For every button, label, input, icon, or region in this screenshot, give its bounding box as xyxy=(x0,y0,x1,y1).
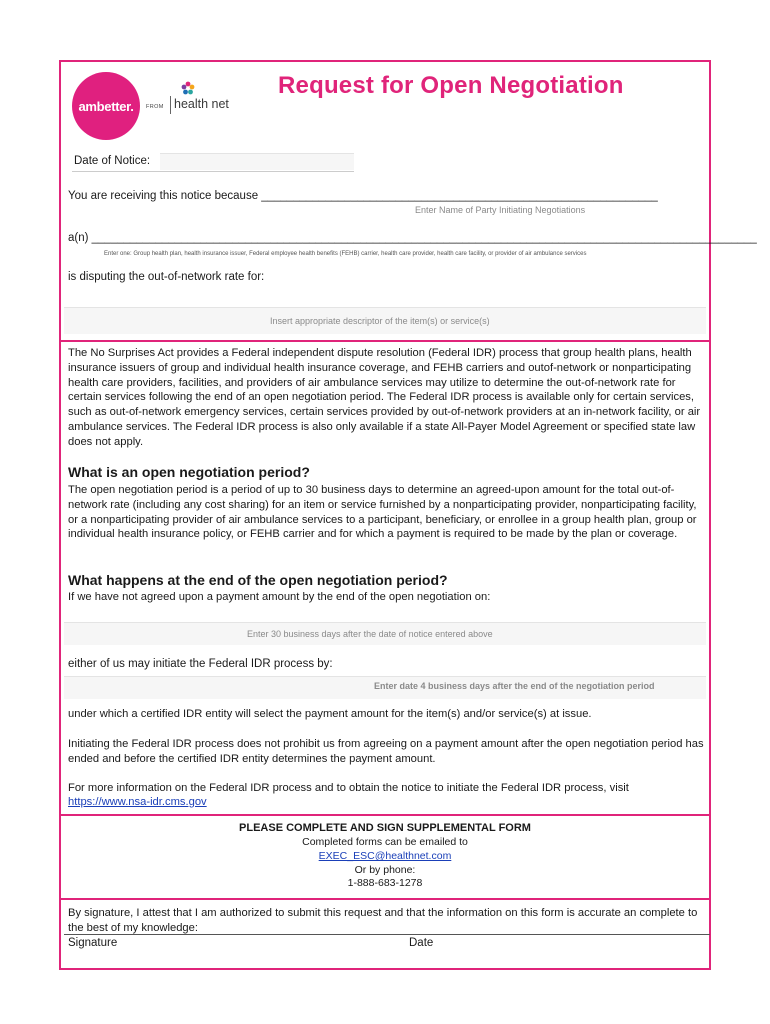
attestation-text: By signature, I attest that I am authorized to submit this request and that the information on this form is accurate an complete to the best of my knowledge: xyxy=(68,907,698,934)
disputing-label: is disputing the out-of-network rate for: xyxy=(68,271,265,283)
signature-date-label: Date xyxy=(409,937,434,949)
negotiation-end-date-hint: Enter 30 business days after the date of notice entered above xyxy=(247,629,493,639)
open-period-paragraph: The open negotiation period is a period of up to 30 business days to determine an agreed-upon amount for the total out-of-network rate (including any cost sharing) for an item or service furnished by a nonparticipating provider, nonparticipating facility, or a nonparticipating provider of air ambulance services to a participant, beneficiary, or enrollee in a group health plan, group or individual health insurance policy, or FEHB carrier and for which a payment is required to be made by the plan or coverage. xyxy=(68,484,697,541)
intro-paragraph: The No Surprises Act provides a Federal independent dispute resolution (Federal IDR) process that group health plans, health insurance issuers of group and individual health insurance coverage, and FEHB carriers and outof-network or nonparticipating health care providers, facilities, and providers of air ambulance services may utilize to determine the out-of-network rate for certain services following the end of an open negotiation period. The Federal IDR process is available only for certain services, such as out-of-network emergency services, certain services provided by out-of-network providers at an in-network facility, or air ambulance services. The Federal IDR process is also only available if a state All-Payer Model Agreement or specified state law does not apply. xyxy=(68,347,701,448)
items-services-hint: Insert appropriate descriptor of the item(s) or service(s) xyxy=(270,316,490,326)
signature-input[interactable] xyxy=(130,936,390,952)
section-divider xyxy=(61,340,709,342)
initiating-party-input[interactable] xyxy=(280,188,700,201)
logo-from-text: FROM xyxy=(146,104,164,110)
initiating-party-hint: Enter Name of Party Initiating Negotiations xyxy=(415,205,586,215)
receiving-label: You are receiving this notice because ______________________________________________________________ xyxy=(68,190,658,202)
phone-number: 1-888-683-1278 xyxy=(347,877,423,889)
more-info-text: For more information on the Federal IDR process and to obtain the notice to initiate the Federal IDR process, visit xyxy=(68,782,629,794)
health-net-logo-text: health net xyxy=(174,97,229,111)
idr-initiation-date-hint: Enter date 4 business days after the end of the negotiation period xyxy=(374,681,655,691)
end-period-heading: What happens at the end of the open negotiation period? xyxy=(68,572,448,588)
logo-separator xyxy=(170,96,171,114)
party-type-input[interactable] xyxy=(100,230,700,243)
page-title: Request for Open Negotiation xyxy=(278,72,624,99)
nsa-idr-link[interactable]: https://www.nsa-idr.cms.gov xyxy=(68,796,207,808)
date-of-notice-label: Date of Notice: xyxy=(74,155,151,167)
party-type-hint: Enter one: Group health plan, health insurance issuer, Federal employee health benefits (FEHB) carrier, health care provider, health care facility, or provider of air ambulance services xyxy=(104,251,587,257)
date-underline xyxy=(72,171,354,172)
or-phone-text: Or by phone: xyxy=(354,864,416,876)
section-divider xyxy=(61,814,709,816)
signature-date-input[interactable] xyxy=(440,936,700,952)
under-which-text: under which a certified IDR entity will select the payment amount for the item(s) and/or service(s) at issue. xyxy=(68,708,592,720)
party-type-label: a(n) ________________________________________________________________________________________________________ xyxy=(68,232,757,244)
ambetter-logo-text: ambetter. xyxy=(78,98,134,114)
emailed-text: Completed forms can be emailed to xyxy=(302,836,468,848)
signature-label: Signature xyxy=(68,937,118,949)
initiating-paragraph: Initiating the Federal IDR process does not prohibit us from agreeing on a payment amount after the open negotiation period has ended and before the certified IDR entity determines the payment amount. xyxy=(68,738,704,765)
section-divider xyxy=(61,898,709,900)
supplemental-heading: PLEASE COMPLETE AND SIGN SUPPLEMENTAL FORM xyxy=(239,822,531,834)
ambetter-logo xyxy=(72,72,140,140)
either-of-us-text: either of us may initiate the Federal IDR process by: xyxy=(68,658,333,670)
date-of-notice-input[interactable] xyxy=(160,153,354,170)
health-net-flower-icon xyxy=(180,80,196,96)
email-link[interactable]: EXEC_ESC@healthnet.com xyxy=(318,850,452,862)
end-period-paragraph: If we have not agreed upon a payment amount by the end of the open negotiation on: xyxy=(68,591,491,603)
open-period-heading: What is an open negotiation period? xyxy=(68,464,310,480)
signature-line xyxy=(64,934,710,935)
